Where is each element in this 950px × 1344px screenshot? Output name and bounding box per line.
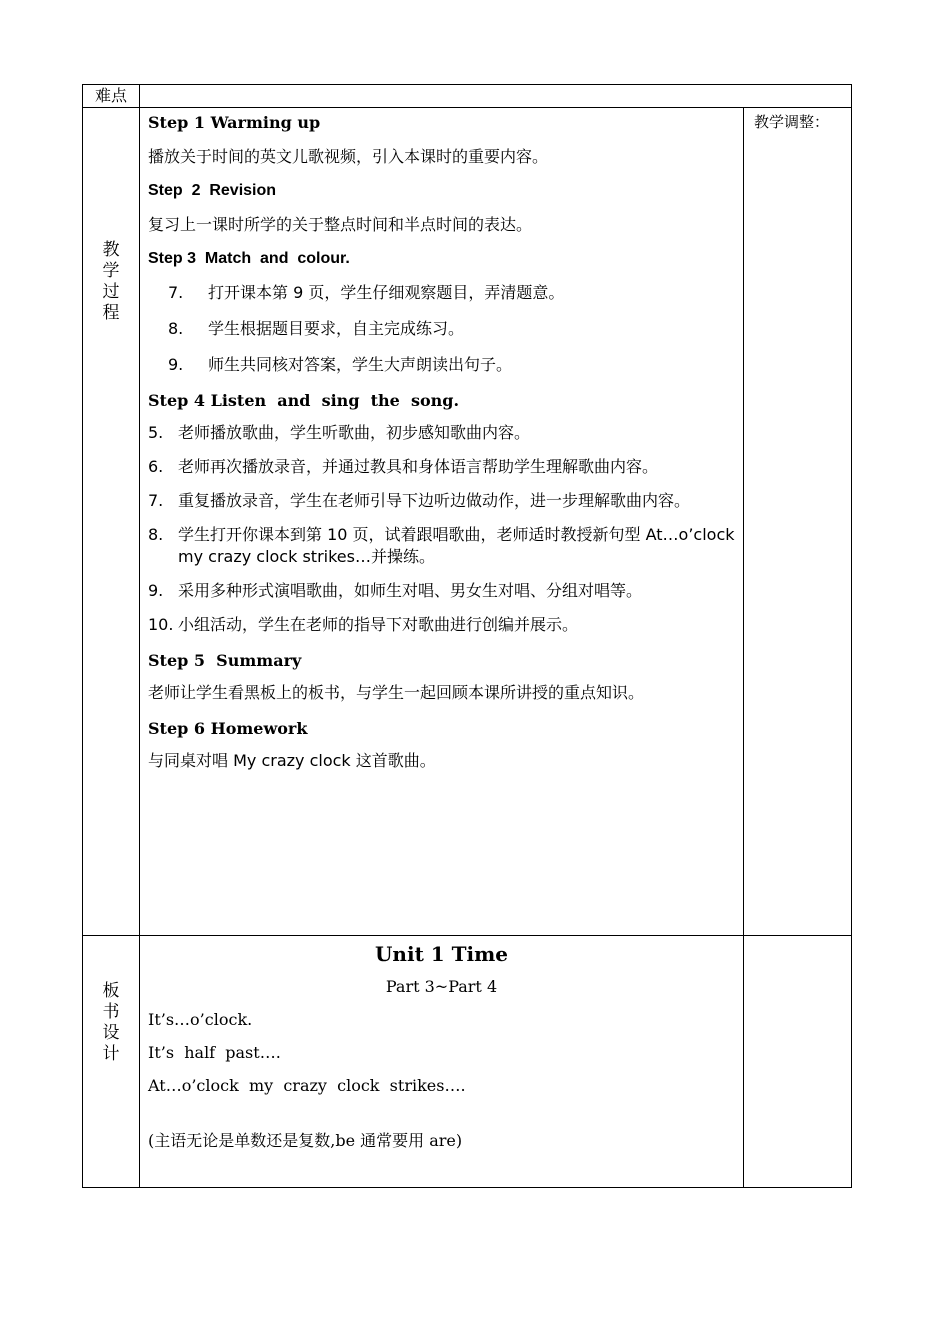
step6-title: Step 6 Homework	[148, 719, 308, 738]
teaching-process-content	[140, 108, 744, 935]
list-item: 8. 学生根据题目要求，自主完成练习。	[168, 319, 465, 338]
list-item: 9. 师生共同核对答案，学生大声朗读出句子。	[168, 355, 513, 374]
step5-title: Step 5 Summary	[148, 651, 302, 670]
board-line: It’s half past….	[148, 1043, 281, 1062]
list-item: 8. 学生打开你课本到第 10 页，试着跟唱歌曲，老师适时教授新句型 At…o’clock my crazy clock strikes…并操练。	[148, 525, 735, 566]
label-char: 程	[102, 303, 120, 323]
row-teaching-process	[83, 107, 851, 935]
label-char: 过	[102, 282, 120, 302]
board-design-content	[140, 936, 744, 1187]
lesson-plan-table	[82, 84, 852, 1188]
list-item: 7. 重复播放录音，学生在老师引导下边听边做动作，进一步理解歌曲内容。	[148, 491, 691, 510]
board-adjustment-column	[744, 936, 851, 1187]
row-difficulty	[83, 85, 851, 107]
step5-text: 老师让学生看黑板上的板书，与学生一起回顾本课所讲授的重点知识。	[148, 683, 645, 702]
board-title: Unit 1 Time	[374, 942, 509, 966]
step4-title: Step 4 Listen and sing the song.	[148, 391, 460, 410]
step2-text: 复习上一课时所学的关于整点时间和半点时间的表达。	[148, 215, 533, 234]
row-board-design	[83, 935, 851, 1187]
board-line: At…o’clock my crazy clock strikes….	[148, 1076, 466, 1095]
board-design-label	[83, 936, 140, 1187]
list-item: 5. 老师播放歌曲，学生听歌曲，初步感知歌曲内容。	[148, 423, 531, 442]
board-note: (主语无论是单数还是复数,be 通常要用 are)	[148, 1131, 463, 1150]
difficulty-content	[140, 85, 851, 107]
step6-text: 与同桌对唱 My crazy clock 这首歌曲。	[148, 751, 436, 770]
label-char: 书	[102, 1002, 120, 1022]
board-subtitle: Part 3~Part 4	[385, 977, 498, 996]
step1-text: 播放关于时间的英文儿歌视频，引入本课时的重要内容。	[148, 147, 549, 166]
board-line: It’s…o’clock.	[148, 1010, 253, 1029]
list-item: 10. 小组活动，学生在老师的指导下对歌曲进行创编并展示。	[148, 615, 579, 634]
list-item: 9. 采用多种形式演唱歌曲，如师生对唱、男女生对唱、分组对唱等。	[148, 581, 643, 600]
step1-title: Step 1 Warming up	[148, 113, 321, 132]
label-char: 计	[102, 1044, 120, 1064]
label-char: 教	[102, 240, 120, 260]
label-char: 板	[102, 981, 120, 1001]
list-item: 6. 老师再次播放录音，并通过教具和身体语言帮助学生理解歌曲内容。	[148, 457, 659, 476]
difficulty-label: 难点	[83, 85, 140, 107]
step3-title: Step 3 Match and colour.	[148, 250, 350, 267]
adjustment-column	[744, 108, 851, 935]
teaching-process-label	[83, 108, 140, 935]
label-char: 学	[102, 261, 120, 281]
label-char: 设	[102, 1023, 120, 1043]
list-item: 7. 打开课本第 9 页，学生仔细观察题目，弄清题意。	[168, 283, 565, 302]
step2-title: Step 2 Revision	[148, 182, 277, 199]
step3-list	[148, 280, 735, 388]
adjustment-label: 教学调整：	[754, 113, 830, 131]
step4-list	[148, 422, 735, 636]
